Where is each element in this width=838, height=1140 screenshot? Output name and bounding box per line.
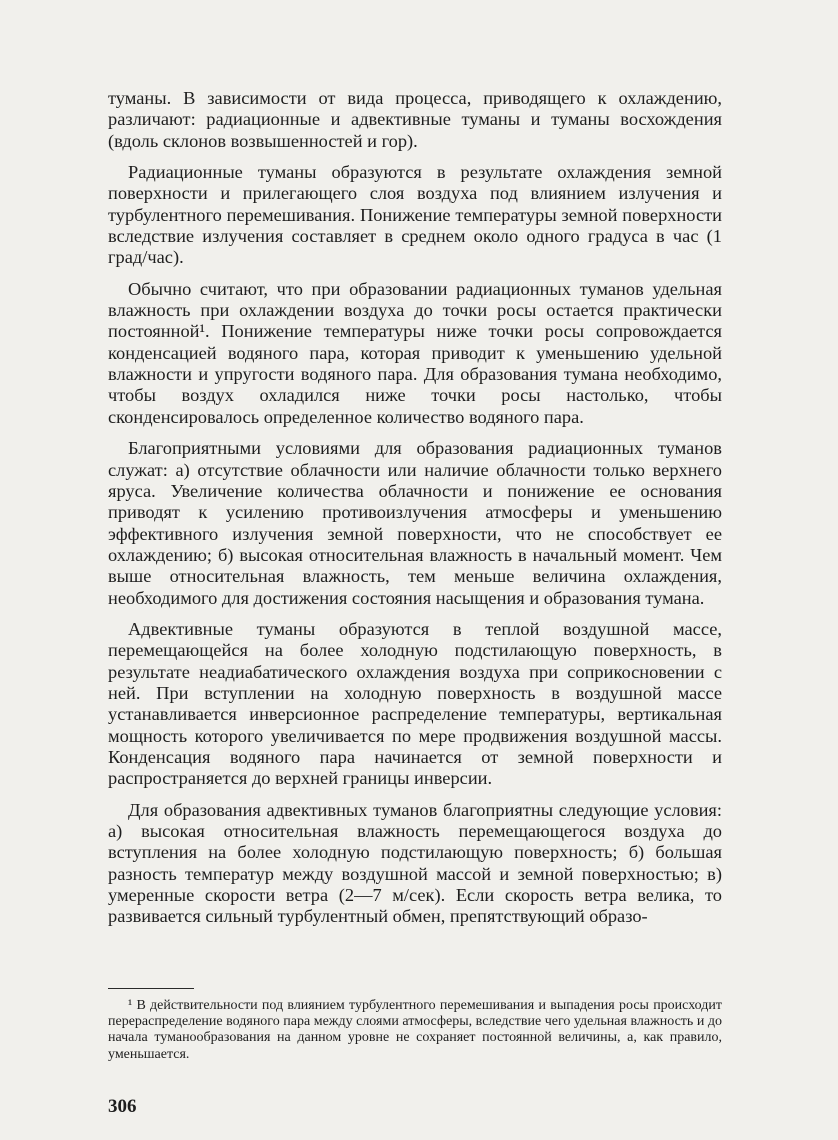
paragraph-favorable-conditions: Благоприятными условиями для образования радиационных туманов служат: а) отсутствие облачности или наличие облачности только верхнего яруса. Увеличение количества облачности и понижение ее основания приводят к усилению противоизлучения атмосферы и уменьшению эффективного излучения земной поверхности, что не способствует ее охлаждению; б) высокая относительная влажность в начальный момент. Чем выше относительная влажность, тем меньше величина охлаждения, необходимого для достижения состояния насыщения и образования тумана. [108, 438, 722, 608]
body-text [108, 88, 722, 928]
page-number: 306 [108, 1096, 137, 1117]
paragraph-advective-fog: Адвективные туманы образуются в теплой воздушной массе, перемещающейся на более холодную подстилающую поверхность, в результате неадиабатического охлаждения воздуха при соприкосновении с ней. При вступлении на холодную поверхность в воздушной массе устанавливается инверсионное распределение температуры, вертикальная мощность которого увеличивается по мере продвижения воздушной массы. Конденсация водяного пара начинается от земной поверхности и распространяется до верхней границы инверсии. [108, 618, 722, 789]
paragraph-radiation-fog: Радиационные туманы образуются в результате охлаждения земной поверхности и прилегающего слоя воздуха под влиянием излучения и турбулентного перемешивания. Понижение температуры земной поверхности вследствие излучения составляет в среднем около одного градуса в час (1 град/час). [108, 162, 722, 268]
paragraph-1: туманы. В зависимости от вида процесса, приводящего к охлаждению, различают: радиационные и адвективные туманы и туманы восхождения (вдоль склонов возвышенностей и гор). [108, 88, 722, 151]
paragraph-advective-conditions: Для образования адвективных туманов благоприятны следующие условия: а) высокая относительная влажность перемещающегося воздуха до вступления на более холодную подстилающую поверхность; б) большая разность температур между воздушной массой и земной поверхностью; в) умеренные скорости ветра (2—7 м/сек). Если скорость ветра велика, то развивается сильный турбулентный обмен, препятствующий образо- [108, 799, 722, 927]
paragraph-humidity: Обычно считают, что при образовании радиационных туманов удельная влажность при охлаждении воздуха до точки росы остается практически постоянной¹. Понижение температуры ниже точки росы сопровождается конденсацией водяного пара, которая приводит к уменьшению удельной влажности и упругости водяного пара. Для образования тумана необходимо, чтобы воздух охладился ниже точки росы настолько, чтобы сконденсировалось определенное количество водяного пара. [108, 278, 722, 427]
footnote: ¹ В действительности под влиянием турбулентного перемешивания и выпадения росы происходит перераспределение водяного пара между слоями атмосферы, вследствие чего удельная влажность и до начала туманообразования на данном уровне не сохраняет постоянной величины, а, как правило, уменьшается. [108, 998, 722, 1062]
footnote-divider [108, 988, 194, 989]
